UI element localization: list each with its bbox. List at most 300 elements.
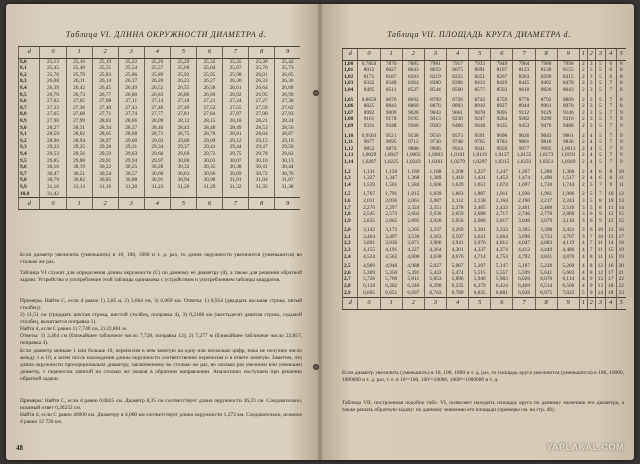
value-cell: 27,46 [144,105,170,112]
value-cell: 5 [595,133,605,140]
value-cell: 3,976 [469,241,491,248]
value-cell: 4,792 [513,254,535,261]
value-cell: 2,602 [402,211,424,218]
row-label-cell: 1,00 [343,61,358,68]
value-cell: 12 [595,264,605,271]
value-cell [170,191,196,198]
value-cell: 6 [587,228,595,235]
value-cell: 5,853 [424,277,446,284]
value-cell: 4,012 [491,241,513,248]
value-cell: 4 [579,247,587,254]
value-cell: 3 [587,87,595,94]
value-cell: 28,90 [40,138,66,145]
value-cell: 26,73 [66,92,92,99]
value-cell: 1,368 [402,176,424,183]
value-cell: 29,00 [118,138,144,145]
value-cell: 1,0351 [535,159,557,166]
value-cell: 3 [587,104,595,111]
value-cell: 30,32 [170,165,196,172]
value-cell: 9129 [535,110,557,117]
value-cell: 8759 [491,97,513,104]
column-header: 4 [447,297,469,309]
value-cell: 1,327 [358,176,380,183]
value-cell: 11 [595,241,605,248]
column-header: 6 [491,49,513,61]
value-cell: 29,12 [223,138,249,145]
value-cell: 27,02 [40,99,66,106]
table-header-row [343,49,627,61]
value-cell: 5,599 [513,270,535,277]
value-cell: 8332 [358,81,380,88]
value-cell: 30,07 [223,158,249,165]
value-cell: 8792 [535,97,557,104]
row-label-cell: 1,05 [343,97,358,104]
value-cell: 9161 [358,117,380,124]
value-cell: 3,301 [469,228,491,235]
value-cell: 1,0083 [424,153,446,160]
row-label-cell: 1,04 [343,87,358,94]
value-cell: 8 [616,87,626,94]
value-cell: 31,32 [223,184,249,191]
value-cell: 27,84 [196,112,222,119]
column-header: 4 [606,297,616,309]
value-cell: 29,88 [66,158,92,165]
value-cell: 1,208 [447,169,469,176]
value-cell: 13 [616,198,626,205]
value-cell: 9573 [447,133,469,140]
value-cell: 9316 [557,117,579,124]
column-header: 8 [535,297,557,309]
value-cell: 28,94 [66,138,92,145]
value-cell: 3,269 [447,228,469,235]
value-cell: 8593 [491,87,513,94]
value-cell: 2 [579,117,587,124]
value-cell: 27,62 [275,105,300,112]
value-cell: 9 [616,133,626,140]
value-cell: 2 [579,123,587,130]
value-cell: 4 [587,153,595,160]
value-cell: 8 [587,254,595,261]
value-cell: 3 [579,205,587,212]
value-cell: 9748 [447,140,469,147]
value-cell: 10 [606,198,616,205]
value-cell: 27,65 [40,112,66,119]
value-cell: 4,600 [402,254,424,261]
column-header: 4 [144,198,170,210]
value-cell: 1,0225 [380,159,402,166]
column-header: 1 [579,49,587,61]
value-cell: 6,070 [535,277,557,284]
value-cell: 26,83 [144,92,170,99]
value-cell: 1,0173 [535,153,557,160]
column-header: 7 [513,49,535,61]
value-cell: 9400 [447,123,469,130]
value-cell: 29,28 [92,145,118,152]
value-cell: 4 [587,140,595,147]
value-cell: 29,82 [275,151,300,158]
row-label-cell: 1,10 [343,133,358,140]
value-cell: 3,173 [380,228,402,235]
value-cell: 30,66 [196,171,222,178]
table-row [343,283,627,290]
value-cell: 3,497 [380,234,402,241]
column-header: 0 [40,47,66,59]
value-cell: 3,398 [535,228,557,235]
row-label-cell: 8,5 [19,92,40,99]
value-cell: 1,651 [469,182,491,189]
value-cell: 2,087 [424,198,446,205]
value-cell: 8610 [513,87,535,94]
paragraph-find-d: Найти d, если C равно 1) 7,740 см, 2) 22,861 м. [20,326,128,332]
value-cell: 25,54 [118,66,144,73]
value-cell: 4,486 [557,247,579,254]
value-cell: 26,11 [66,79,92,86]
value-cell: 9331 [358,123,380,130]
value-cell: 28,84 [249,132,275,139]
value-cell: 5 [579,290,587,297]
value-cell: 4 [587,176,595,183]
value-cell: 28,56 [275,125,300,132]
value-cell: 29,06 [170,138,196,145]
value-cell: 9026 [402,110,424,117]
value-cell: 14 [616,205,626,212]
value-cell: 5,768 [380,277,402,284]
value-cell: 2,516 [557,205,579,212]
value-cell: 8299 [535,74,557,81]
value-cell: 5,641 [535,270,557,277]
value-cell: 5 [595,117,605,124]
value-cell: 9 [606,182,616,189]
table-row [343,198,627,205]
value-cell: 29,19 [275,138,300,145]
value-cell: 28,43 [170,125,196,132]
value-cell: 1,431 [469,176,491,183]
value-cell: 2,461 [513,205,535,212]
value-cell: 4,155 [358,247,380,254]
value-cell: 3,431 [557,228,579,235]
value-cell: 2,405 [469,205,491,212]
value-cell: 4,083 [535,241,557,248]
row-label-cell: 9,0 [19,125,40,132]
value-cell: 30,47 [40,171,66,178]
column-header: 5 [616,297,626,309]
value-cell: 25,86 [118,72,144,79]
right-page [324,4,634,460]
value-cell: 9 [616,140,626,147]
value-cell: 31,20 [118,184,144,191]
value-cell: 31,04 [249,178,275,185]
value-cell: 29,47 [249,145,275,152]
value-cell: 9 [616,110,626,117]
value-cell: 9643 [535,133,557,140]
value-cell: 8992 [358,110,380,117]
value-cell: 22 [616,283,626,290]
value-cell: 7 [587,241,595,248]
value-cell: 31,01 [223,178,249,185]
value-cell: 4,524 [358,254,380,261]
column-header: d [343,297,358,309]
value-cell: 7 [595,192,605,199]
value-cell: 12 [606,218,616,225]
value-cell: 2,746 [513,211,535,218]
value-cell: 9959 [491,146,513,153]
value-cell: 5 [595,146,605,153]
value-cell: 9195 [402,117,424,124]
value-cell: 29,56 [66,151,92,158]
paragraph-scaling-note: Если диаметр увеличить (уменьшить) в 10, 100, 1000 и т. д. раз, то длина окружности увеличится (уменьшится) во столько же раз. [20,252,302,266]
value-cell: 9 [595,218,605,225]
value-cell: 2 [579,97,587,104]
value-cell: 25,76 [40,72,66,79]
value-cell: 4 [579,241,587,248]
value-cell: 2,573 [380,211,402,218]
value-cell: 8944 [513,104,535,111]
value-cell [275,191,300,198]
value-cell: 8495 [358,87,380,94]
value-cell: 12 [606,211,616,218]
value-cell: 2,865 [380,218,402,225]
value-cell: 5 [587,192,595,199]
value-cell: 8860 [402,104,424,111]
value-cell: 1,0137 [491,153,513,160]
value-cell: 3 [587,61,595,68]
column-header: 9 [275,47,300,59]
row-label-cell: 1,12 [343,146,358,153]
value-cell: 26,30 [223,79,249,86]
value-cell: 3 [587,97,595,104]
value-cell: 2,717 [491,211,513,218]
table-row [343,290,627,297]
row-label-cell: 1,2 [343,169,358,176]
row-label-cell: 2,1 [343,234,358,241]
value-cell: 30,98 [196,178,222,185]
value-cell: 7964 [513,61,535,68]
value-cell: 26,33 [249,79,275,86]
value-cell: 27,21 [196,99,222,106]
value-cell: 8251 [469,74,491,81]
value-cell: 8 [616,68,626,75]
value-cell: 2,986 [469,218,491,225]
value-cell: 9230 [447,117,469,124]
value-cell: 6,514 [535,283,557,290]
column-header: 5 [170,198,196,210]
value-cell: 0,8659 [358,97,380,104]
value-cell: 18 [616,241,626,248]
value-cell: 5,067 [447,264,469,271]
value-cell: 27,87 [223,112,249,119]
value-cell: 1,629 [447,182,469,189]
value-cell: 30,35 [196,165,222,172]
value-cell: 30,41 [249,165,275,172]
value-cell: 28,31 [66,125,92,132]
value-cell: 2,324 [402,205,424,212]
value-cell: 1,0333 [513,159,535,166]
value-cell: 9009 [380,110,402,117]
value-cell: 14 [595,290,605,297]
binding-hole [313,364,319,370]
value-cell: 9941 [469,146,491,153]
value-cell: 2,164 [491,198,513,205]
value-cell: 11 [595,254,605,261]
value-cell: 8626 [535,87,557,94]
value-cell: 25,45 [40,66,66,73]
row-label-cell: 8,2 [19,72,40,79]
table-row [343,159,627,166]
value-cell: 29,63 [118,151,144,158]
column-header: 2 [587,297,595,309]
value-cell: 8577 [469,87,491,94]
value-cell: 1,839 [424,192,446,199]
value-cell: 9783 [491,140,513,147]
value-cell: 25,73 [275,66,300,73]
value-cell: 1,863 [447,192,469,199]
row-label-cell: 1,03 [343,81,358,88]
value-cell: 8267 [491,74,513,81]
value-cell: 17 [606,277,616,284]
value-cell: 8027 [380,68,402,75]
value-cell: 30,51 [66,171,92,178]
value-cell: 1,247 [491,169,513,176]
value-cell: 3,906 [424,241,446,248]
value-cell: 28,53 [249,125,275,132]
value-cell: 25,42 [275,59,300,66]
value-cell: 2 [579,87,587,94]
value-cell: 7 [606,104,616,111]
value-cell: 6,335 [447,283,469,290]
row-label-cell: 9,6 [19,165,40,172]
value-cell: 1,0207 [358,159,380,166]
value-cell: 1,267 [513,169,535,176]
value-cell: 9521 [380,133,402,140]
value-cell: 31,10 [40,184,66,191]
value-cell: 28,65 [92,132,118,139]
value-cell: 29,50 [275,145,300,152]
value-cell: 28,81 [223,132,249,139]
value-cell: 4 [579,283,587,290]
value-cell: 30,79 [40,178,66,185]
row-label-cell: 9,2 [19,138,40,145]
column-header: 2 [92,198,118,210]
value-cell: 28,97 [92,138,118,145]
value-cell: 8511 [380,87,402,94]
value-cell: 4,714 [469,254,491,261]
value-cell: 9366 [402,123,424,130]
value-cell: 4,870 [557,254,579,261]
paragraph-usage: Таблица VI служит для определения длины окружности (C) по данному её диаметру (d), а также для решения обратной задачи. Устройство и употребление этой таблицы одинаковы с устройством и употреблением таблицы квадратов. [20,270,302,284]
value-cell: 1,0279 [447,159,469,166]
value-cell: 2,630 [424,211,446,218]
column-header: 3 [118,198,144,210]
row-label-cell: 1,11 [343,140,358,147]
value-cell: 8809 [557,97,579,104]
value-cell: 5,391 [402,270,424,277]
value-cell: 8059 [424,68,446,75]
value-cell: 29,97 [144,158,170,165]
row-label-cell: 1,3 [343,176,358,183]
value-cell: 27,05 [66,99,92,106]
value-cell: 26,20 [144,79,170,86]
value-cell: 5 [587,182,595,189]
value-cell: 29,37 [170,145,196,152]
value-cell: 5,107 [469,264,491,271]
column-header: 7 [223,198,249,210]
value-cell: 3 [587,110,595,117]
column-header: 4 [144,47,170,59]
value-cell: 27,74 [118,112,144,119]
value-cell: 2 [579,74,587,81]
value-cell: 2,545 [358,211,380,218]
value-cell: 2,378 [447,205,469,212]
value-cell: 20 [616,264,626,271]
value-cell: 26,95 [249,92,275,99]
value-cell: 27,30 [275,99,300,106]
value-cell: 3,767 [557,234,579,241]
value-cell: 2 [579,182,587,189]
value-cell: 8155 [557,68,579,75]
value-cell: 27,99 [66,118,92,125]
value-cell: 5 [595,123,605,130]
value-cell: 3,333 [491,228,513,235]
value-cell: 7980 [535,61,557,68]
value-cell: 7 [587,234,595,241]
table-row [343,182,627,189]
value-cell: 1,986 [557,192,579,199]
value-cell: 29,53 [40,151,66,158]
value-cell: 19 [616,247,626,254]
value-cell: 12 [616,192,626,199]
value-cell: 6,928 [513,290,535,297]
value-cell: 9418 [469,123,491,130]
value-cell: 3 [579,234,587,241]
value-cell: 8219 [424,74,446,81]
value-cell: 3,801 [358,241,380,248]
binding-hole [313,90,319,96]
value-cell: 8776 [513,97,535,104]
value-cell: 5,269 [557,264,579,271]
value-cell: 5 [595,97,605,104]
value-cell: 2 [579,192,587,199]
column-header: 3 [424,49,446,61]
value-cell: 7 [606,123,616,130]
value-cell: 7901 [424,61,446,68]
paragraph-examples: Примеры. Найти C, если d равно 1) 2,85 и, 2) 3,664 см, 3) 0,069 км. Ответы: 1) 8,954 (двадцать восьмая строка, пятый столбец). [20,298,302,312]
value-cell: 25,26 [144,59,170,66]
value-cell [196,191,222,198]
value-cell: 5,228 [535,264,557,271]
value-cell: 4 [579,254,587,261]
value-cell: 2,835 [358,218,380,225]
value-cell: 5,683 [557,270,579,277]
value-cell: 26,27 [196,79,222,86]
value-cell: 30,03 [196,158,222,165]
value-cell: 12 [595,270,605,277]
value-cell: 8283 [513,74,535,81]
value-cell: 30,76 [275,171,300,178]
column-header: 5 [170,47,196,59]
value-cell: 8 [616,104,626,111]
value-cell: 8910 [469,104,491,111]
value-cell: 4,638 [424,254,446,261]
value-cell: 2 [579,146,587,153]
table-row [19,85,301,92]
value-cell: 27,90 [249,112,275,119]
circumference-table [18,46,300,210]
value-cell: 1,911 [491,192,513,199]
value-cell: 27,93 [275,112,300,119]
value-cell: 28,09 [144,118,170,125]
value-cell: 8478 [557,81,579,88]
value-cell: 4,119 [557,241,579,248]
